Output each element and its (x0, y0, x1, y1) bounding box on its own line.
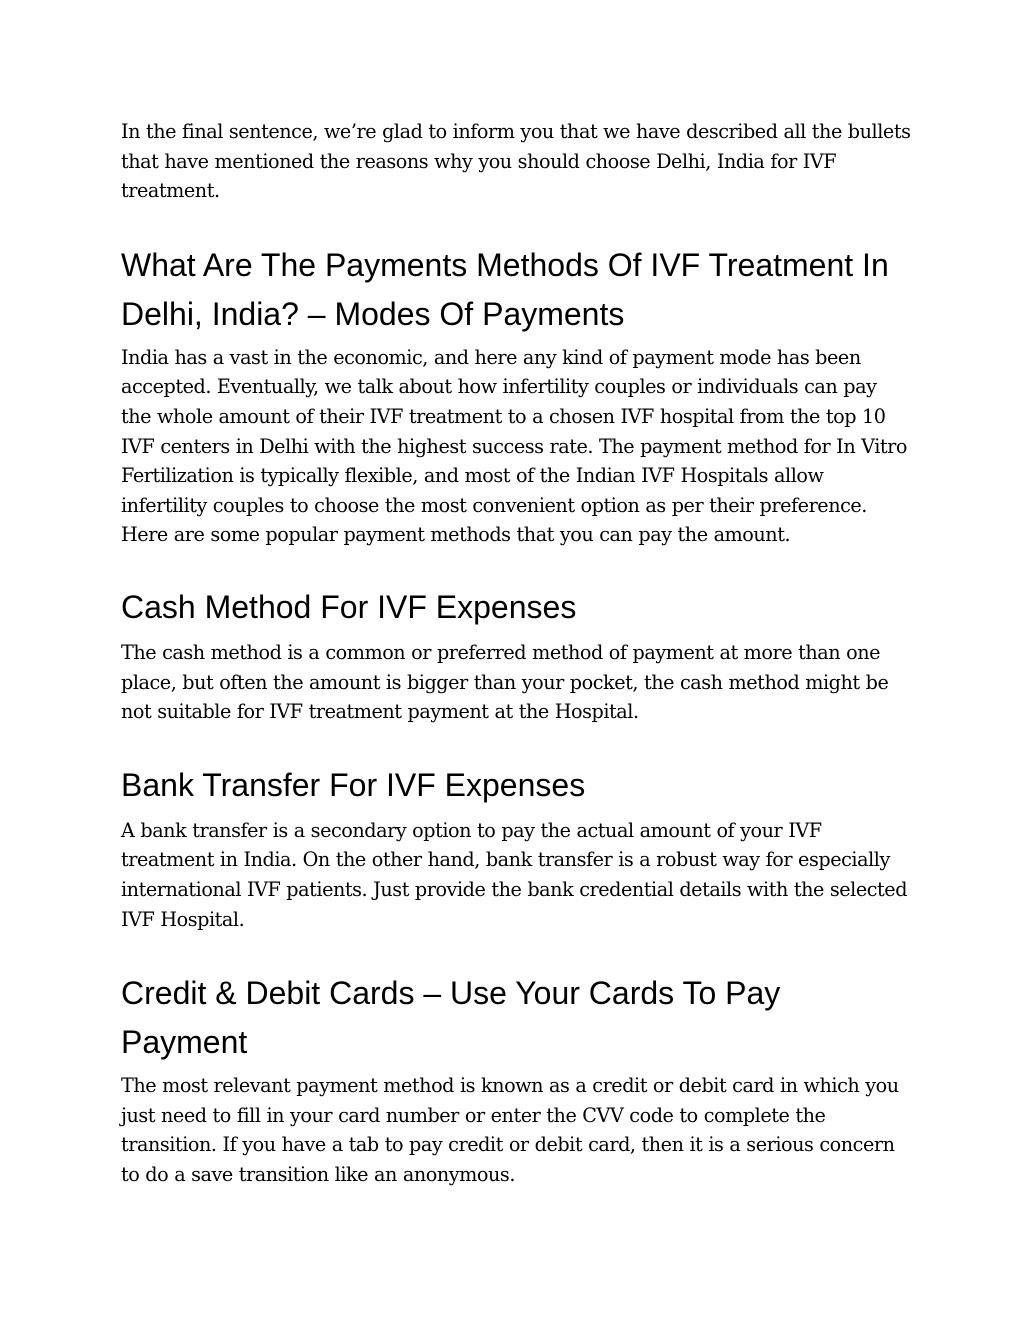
paragraph-bank-transfer: A bank transfer is a secondary option to pay the actual amount of your IVF treatment in India. On the other hand, bank transfer is a robust way for especially international IVF patients. Just provide the bank credential details with the selected IVF Hospital. (121, 818, 908, 931)
heading-payment-methods: What Are The Payments Methods Of IVF Treatment In Delhi, India? – Modes Of Payments (121, 246, 889, 332)
heading-cash-method: Cash Method For IVF Expenses (121, 588, 577, 625)
paragraph-payment-methods: India has a vast in the economic, and here any kind of payment mode has been accepted. Eventually, we talk about how infertility couples or individuals can pay the whole amount of their IVF treatment to a chosen IVF hospital from the top 10 IVF centers in Delhi with the highest success rate. The payment method for In Vitro Fertilization is typically flexible, and most of the Indian IVF Hospitals allow infertility couples to choose the most convenient option as per their preference. Here are some popular payment methods that you can pay the amount. (121, 345, 908, 547)
intro-paragraph: In the final sentence, we’re glad to inform you that we have described all the bullets that have mentioned the reasons why you should choose Delhi, India for IVF treatment. (121, 120, 911, 203)
document-page (121, 117, 911, 1189)
paragraph-cash-method: The cash method is a common or preferred method of payment at more than one place, but often the amount is bigger than your pocket, the cash method might be not suitable for IVF treatment payment at the Hospital. (121, 640, 889, 724)
heading-credit-debit-cards: Credit & Debit Cards – Use Your Cards To Pay Payment (121, 975, 781, 1061)
paragraph-credit-debit-cards: The most relevant payment method is known as a credit or debit card in which you just need to fill in your card number or enter the CVV code to complete the transition. If you have a tab to pay credit or debit card, then it is a serious concern to do a save transition like an anonymous. (121, 1074, 899, 1186)
heading-bank-transfer: Bank Transfer For IVF Expenses (121, 766, 586, 803)
